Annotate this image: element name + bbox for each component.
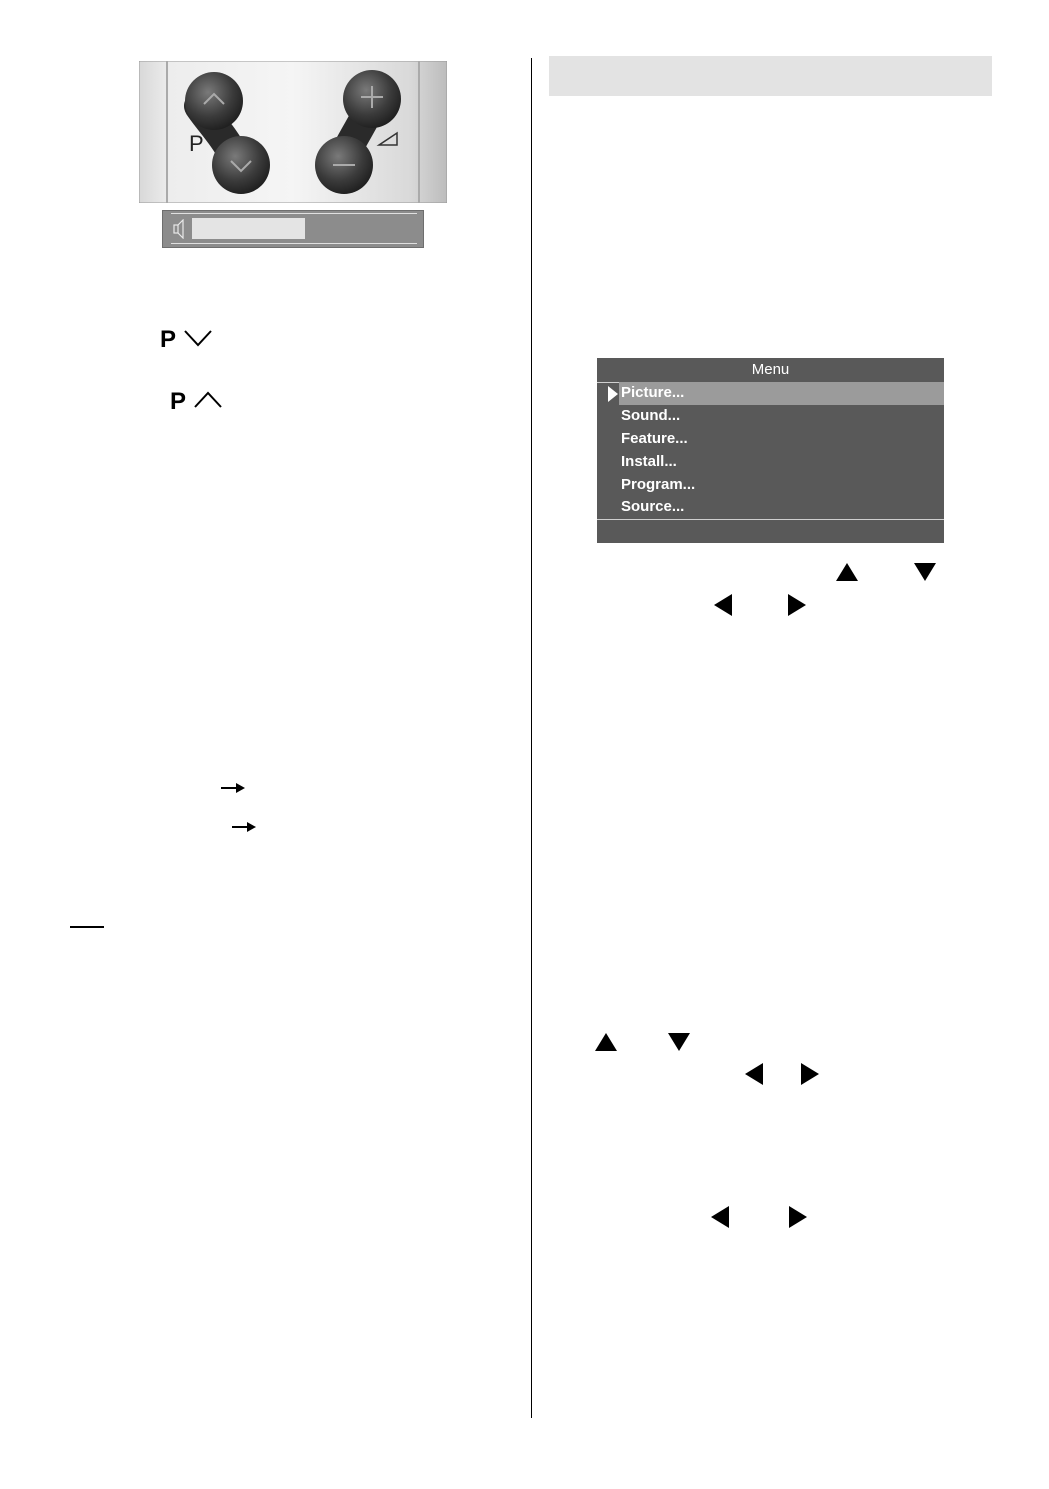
selection-cursor-icon: [607, 385, 619, 403]
p-down-key: [160, 328, 213, 352]
up-triangle-icon: [835, 562, 859, 582]
down-triangle-icon: [913, 562, 937, 582]
arrow-right-icon: [231, 820, 257, 834]
volume-level-fill: [192, 218, 305, 239]
menu-item-picture[interactable]: Picture...: [621, 384, 685, 401]
menu-item-sound[interactable]: Sound...: [621, 407, 681, 424]
osd-menu: [597, 358, 944, 543]
p-up-letter: P: [170, 388, 186, 415]
chevron-up-icon: [193, 390, 223, 410]
p-up-key: [170, 390, 223, 414]
menu-item-feature[interactable]: Feature...: [621, 430, 688, 447]
chevron-down-icon: [183, 328, 213, 348]
p-down-letter: P: [160, 326, 176, 353]
tv-control-panel: [139, 61, 447, 203]
right-triangle-icon: [788, 1205, 808, 1229]
left-triangle-icon: [710, 1205, 730, 1229]
left-triangle-icon: [744, 1062, 764, 1086]
up-triangle-icon: [594, 1032, 618, 1052]
section-header-bar: [549, 56, 992, 96]
down-triangle-icon: [667, 1032, 691, 1052]
menu-item-program[interactable]: Program...: [621, 476, 696, 493]
left-triangle-icon: [713, 593, 733, 617]
footnote-rule: [70, 926, 104, 928]
arrow-right-icon: [220, 781, 246, 795]
right-triangle-icon: [787, 593, 807, 617]
menu-title: Menu: [751, 361, 790, 378]
column-divider: [531, 58, 532, 1418]
speaker-icon: [173, 219, 185, 239]
menu-item-install[interactable]: Install...: [621, 453, 677, 470]
p-label: P: [189, 131, 204, 156]
right-triangle-icon: [800, 1062, 820, 1086]
menu-item-source[interactable]: Source...: [621, 498, 685, 515]
volume-bar: [162, 210, 424, 248]
